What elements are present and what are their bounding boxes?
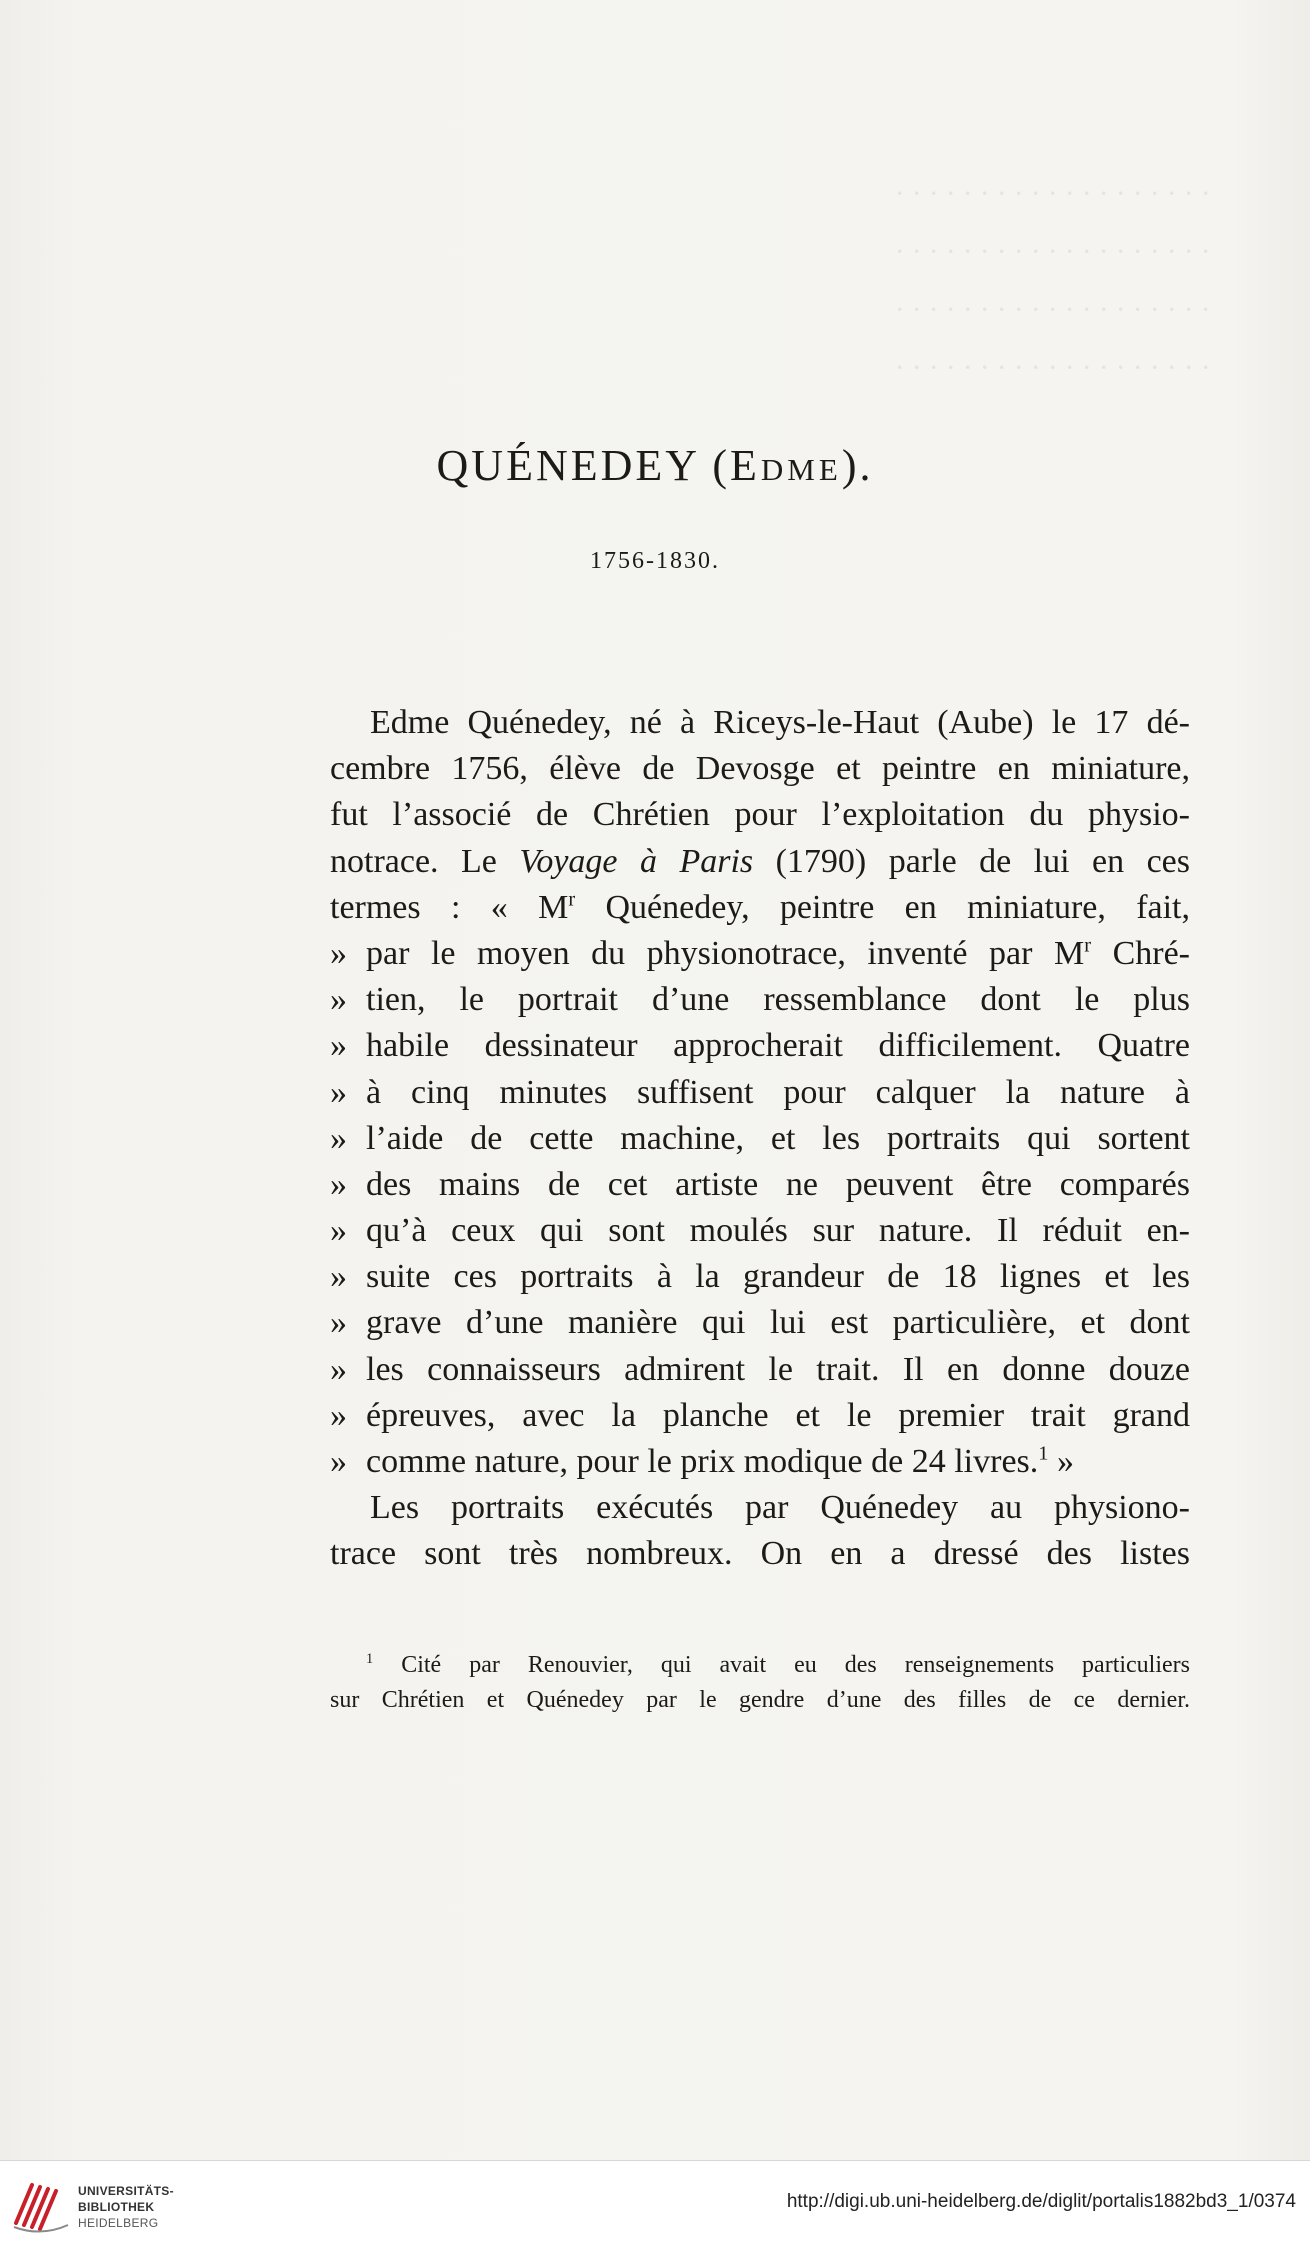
text-line <box>330 931 1190 977</box>
quote-mark: » <box>330 981 347 1019</box>
quote-mark: » <box>330 1212 347 1250</box>
quote-mark: » <box>330 1073 347 1111</box>
text-line <box>330 746 1190 792</box>
text-run: habile dessinateur approcherait difficilement. Quatre <box>366 1027 1190 1065</box>
text-line <box>330 1439 1190 1485</box>
footnote-line-1: $^1$ Cité par Renouvier, qui avait eu des renseignements particuliers <box>366 1651 1190 1678</box>
page-title: QUÉNEDEY (Edme). <box>436 441 874 490</box>
quote-mark: » <box>330 934 347 972</box>
text-line <box>330 1023 1190 1069</box>
text-line <box>330 1347 1190 1393</box>
text-line <box>330 700 1190 746</box>
text-run: Chré- <box>1091 934 1190 972</box>
italic-title: Voyage à Paris <box>519 842 754 880</box>
body-text <box>330 700 1190 1578</box>
text-line <box>330 1162 1190 1208</box>
text-run: épreuves, avec la planche et le premier trait grand <box>366 1396 1190 1434</box>
footnote <box>330 1648 1190 1718</box>
text-line <box>330 977 1190 1023</box>
show-through-text: · · · · · · · · · · · · · · · · · · · · · · · · · · · · · · · · · · · · · · · · · · · · · · · · · · · · · · · · · · · · · · · · · · · · · · · · · · · · <box>895 177 1210 384</box>
text-line <box>330 1393 1190 1439</box>
text-line <box>330 1531 1190 1577</box>
footnote-line-2: sur Chrétien et Quénedey par le gendre d’une des filles de ce dernier. <box>330 1687 1190 1713</box>
text-run: suite ces portraits à la grandeur de 18 lignes et les <box>366 1258 1190 1296</box>
text-run: Quénedey, peintre en miniature, fait, <box>575 888 1191 926</box>
text-line <box>330 792 1190 838</box>
text-run: Les portraits exécutés par Quénedey au physiono- <box>370 1489 1190 1527</box>
text-line <box>330 1116 1190 1162</box>
text-run: Edme Quénedey, né à Riceys-le-Haut (Aube) le 17 dé- <box>370 704 1190 741</box>
text-run: tien, le portrait d’une ressemblance dont le plus <box>366 981 1190 1019</box>
quote-mark: » <box>330 1396 347 1434</box>
text-run: grave d’une manière qui lui est particulière, et dont <box>366 1304 1190 1342</box>
text-run: fut l’associé de Chrétien pour l’exploitation du physio- <box>330 796 1190 834</box>
text-run: cembre 1756, élève de Devosge et peintre en miniature, <box>330 750 1190 788</box>
quote-mark: » <box>330 1443 347 1480</box>
text-line <box>330 1254 1190 1300</box>
life-dates: 1756-1830. <box>590 548 720 574</box>
quote-mark: » <box>330 1304 347 1342</box>
superscript: r <box>1084 934 1092 957</box>
library-logo-icon <box>10 2175 72 2237</box>
text-run: notrace. Le <box>330 842 520 880</box>
text-run: les connaisseurs admirent le trait. Il en donne douze <box>366 1350 1190 1388</box>
text-run: par le moyen du physionotrace, inventé par M <box>366 934 1085 972</box>
superscript: r <box>568 888 576 911</box>
library-name: UNIVERSITÄTS- BIBLIOTHEK HEIDELBERG <box>78 2184 174 2230</box>
text-run: à cinq minutes suffisent pour calquer la nature à <box>366 1073 1190 1111</box>
permalink-url[interactable]: http://digi.ub.uni-heidelberg.de/diglit/portalis1882bd3_1/0374 <box>786 2191 1296 2212</box>
text-run: » <box>1048 1443 1074 1480</box>
quote-mark: » <box>330 1027 347 1065</box>
text-run: (1790) parle de lui en ces <box>753 842 1191 880</box>
text-line <box>330 1070 1190 1116</box>
text-line <box>330 1485 1190 1531</box>
text-run: trace sont très nombreux. On en a dressé des listes <box>330 1535 1190 1573</box>
quote-mark: » <box>330 1350 347 1388</box>
text-line <box>330 839 1190 885</box>
superscript: 1 <box>1038 1442 1049 1465</box>
text-line <box>330 885 1190 931</box>
library-footer <box>0 2160 1310 2254</box>
text-line <box>330 1208 1190 1254</box>
text-line <box>330 1300 1190 1346</box>
quote-mark: » <box>330 1258 347 1296</box>
text-run: l’aide de cette machine, et les portraits qui sortent <box>366 1119 1190 1157</box>
text-run: qu’à ceux qui sont moulés sur nature. Il réduit en- <box>366 1212 1190 1250</box>
text-run: termes : « M <box>330 888 569 926</box>
quote-mark: » <box>330 1119 347 1157</box>
text-run: comme nature, pour le prix modique de 24 livres. <box>366 1443 1039 1480</box>
quote-mark: » <box>330 1165 347 1203</box>
text-run: des mains de cet artiste ne peuvent être comparés <box>366 1165 1190 1203</box>
